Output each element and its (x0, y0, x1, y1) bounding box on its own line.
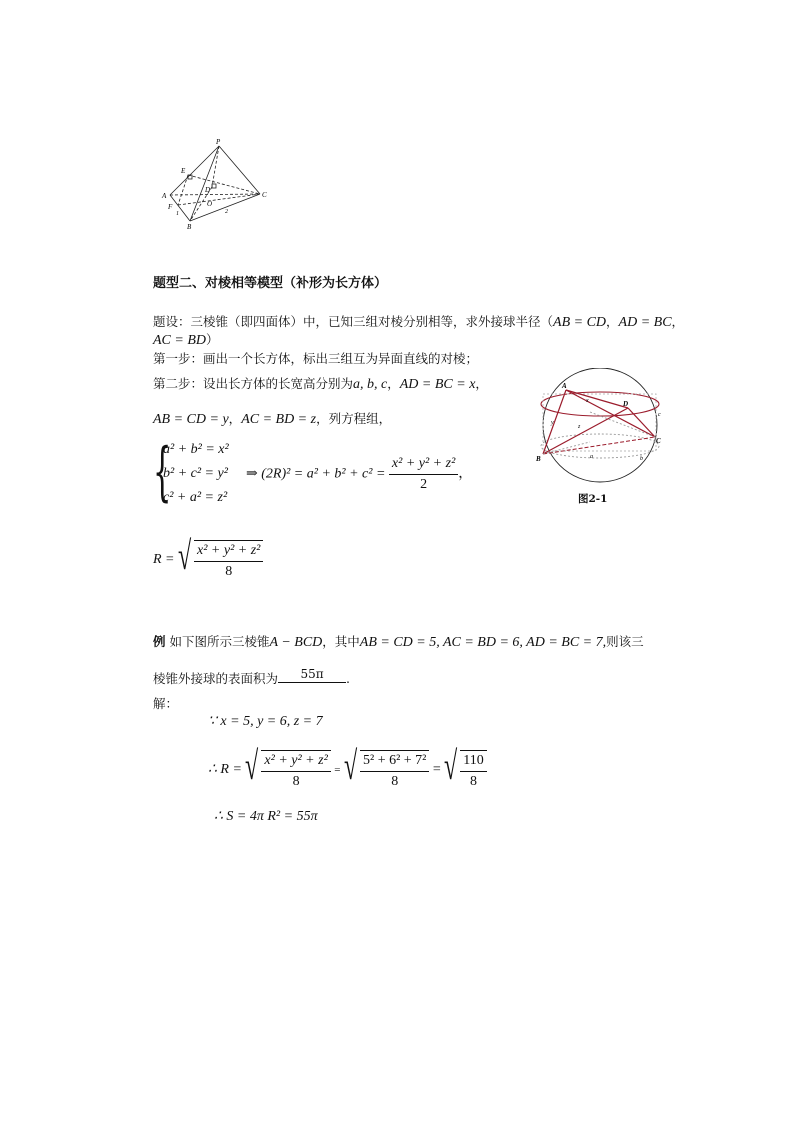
solution-eq-1: = (334, 764, 341, 777)
setup-sep-1: ， (606, 314, 619, 329)
example-text1: 如下图所示三棱锥 (169, 634, 270, 649)
label-A: A (162, 192, 167, 200)
step2-vars: a, b, c (353, 377, 388, 392)
fig2-label-x: x (586, 398, 589, 404)
system-arrow-expr: ⇒ (2R)² = a² + b² + c² = (246, 466, 386, 482)
solution-den-2: 8 (360, 771, 429, 790)
fig2-label-z: z (578, 424, 581, 430)
sqrt-1 (245, 743, 330, 790)
fig2-label-B: B (536, 455, 541, 463)
label-1: 1 (176, 211, 179, 217)
solution-eq-2: = (432, 762, 441, 778)
radical-sign-1: √ (245, 743, 259, 788)
label-2: 2 (225, 209, 228, 215)
figure-caption: 图2-1 (578, 493, 608, 505)
example-tetra: A − BCD (269, 635, 323, 650)
formula-R-den: 8 (194, 561, 263, 580)
system-row-1: a² + b² = x² (163, 442, 229, 457)
system-frac-num: x² + y² + z² (391, 456, 456, 471)
label-B: B (187, 223, 192, 230)
radical-sign: √ (178, 533, 192, 578)
equation-system (153, 435, 473, 514)
formula-R-lhs: R = (153, 552, 175, 568)
system-result (246, 456, 472, 493)
fig2-label-c: c (658, 412, 661, 418)
formula-R-num: x² + y² + z² (197, 543, 261, 558)
example-text3: 则该三 (606, 634, 644, 649)
label-F: F (168, 203, 173, 211)
step2-sep-2: ， (475, 376, 488, 391)
left-brace: { (153, 435, 172, 509)
solution-num-3: 110 (463, 753, 484, 768)
step-2-line1 (153, 376, 488, 393)
fig2-label-b: b (640, 456, 643, 462)
sqrt-2 (344, 743, 429, 790)
step2-eq-ac: AC = BD = z (241, 412, 317, 427)
example-given: AB = CD = 5, AC = BD = 6, AD = BC = 7, (359, 635, 607, 650)
radical-sign-3: √ (444, 743, 458, 788)
step2-tail: ，列方程组， (316, 411, 392, 426)
setup-close: ） (206, 332, 219, 347)
fig2-label-A: A (562, 382, 567, 390)
label-O: O (207, 200, 213, 208)
setup-eq3: AC = BD (153, 333, 206, 348)
radical-sign-2: √ (344, 743, 358, 788)
system-comma: ， (458, 466, 473, 482)
system-fraction (389, 456, 458, 493)
example-text2: ，其中 (322, 634, 360, 649)
solution-line1: ∵ x = 5, y = 6, z = 7 (208, 714, 323, 729)
answer-value: 55π (300, 667, 324, 681)
example-line2-text: 棱锥外接球的表面积为 (153, 671, 279, 686)
system-frac-den: 2 (389, 474, 458, 493)
label-D: D (205, 186, 211, 194)
system-row-3: c² + a² = z² (163, 490, 228, 505)
solution-num-2: 5² + 6² + 7² (363, 753, 427, 768)
solution-line2 (208, 743, 487, 790)
step2-sep-3: ， (228, 411, 242, 426)
setup-line2 (153, 332, 219, 349)
example-period: . (346, 671, 350, 686)
solution-den-1: 8 (261, 771, 330, 790)
step2-lead: 第二步：设出长方体的长宽高分别为 (153, 376, 354, 391)
setup-line1 (153, 314, 684, 331)
example-tag: 例 (153, 634, 166, 649)
setup-eq2: AD = BC (618, 315, 672, 330)
label-E: E (181, 167, 186, 175)
step-1: 第一步：画出一个长方体，标出三组互为异面直线的对棱； (153, 351, 479, 366)
answer-blank (278, 666, 346, 683)
solution-label: 解： (153, 696, 179, 711)
step2-eq: AD = BC = x (399, 377, 476, 392)
step2-sep-1: ， (387, 376, 400, 391)
setup-sep-2: ， (671, 314, 685, 329)
figure-tetrahedron (150, 135, 280, 230)
fig2-label-C: C (656, 437, 661, 445)
step-2-line2 (153, 411, 391, 428)
setup-eq1: AB = CD (553, 315, 607, 330)
fig2-label-y: y (551, 420, 554, 426)
system-row-2: b² + c² = y² (163, 466, 228, 481)
solution-den-3: 8 (460, 771, 486, 790)
formula-R (153, 533, 263, 580)
solution-line3: ∴ S = 4π R² = 55π (214, 809, 318, 824)
section-heading: 题型二、对棱相等模型（补形为长方体） (153, 276, 388, 291)
example-line2 (153, 667, 350, 688)
fig2-label-D: D (623, 400, 629, 408)
sqrt-3 (444, 743, 486, 790)
label-C: C (262, 191, 267, 199)
label-P: P (216, 138, 221, 146)
setup-lead: 题设：三棱锥（即四面体）中，已知三组对棱分别相等，求外接球半径（ (153, 314, 554, 329)
solution-R-lhs: ∴ R = (208, 762, 242, 778)
example-line1 (153, 634, 644, 651)
solution-num-1: x² + y² + z² (264, 753, 328, 768)
fig2-label-a: a (590, 454, 593, 460)
figure-sphere-box (530, 368, 670, 486)
formula-R-sqrt (178, 533, 263, 580)
step2-eq-ab: AB = CD = y (153, 412, 229, 427)
